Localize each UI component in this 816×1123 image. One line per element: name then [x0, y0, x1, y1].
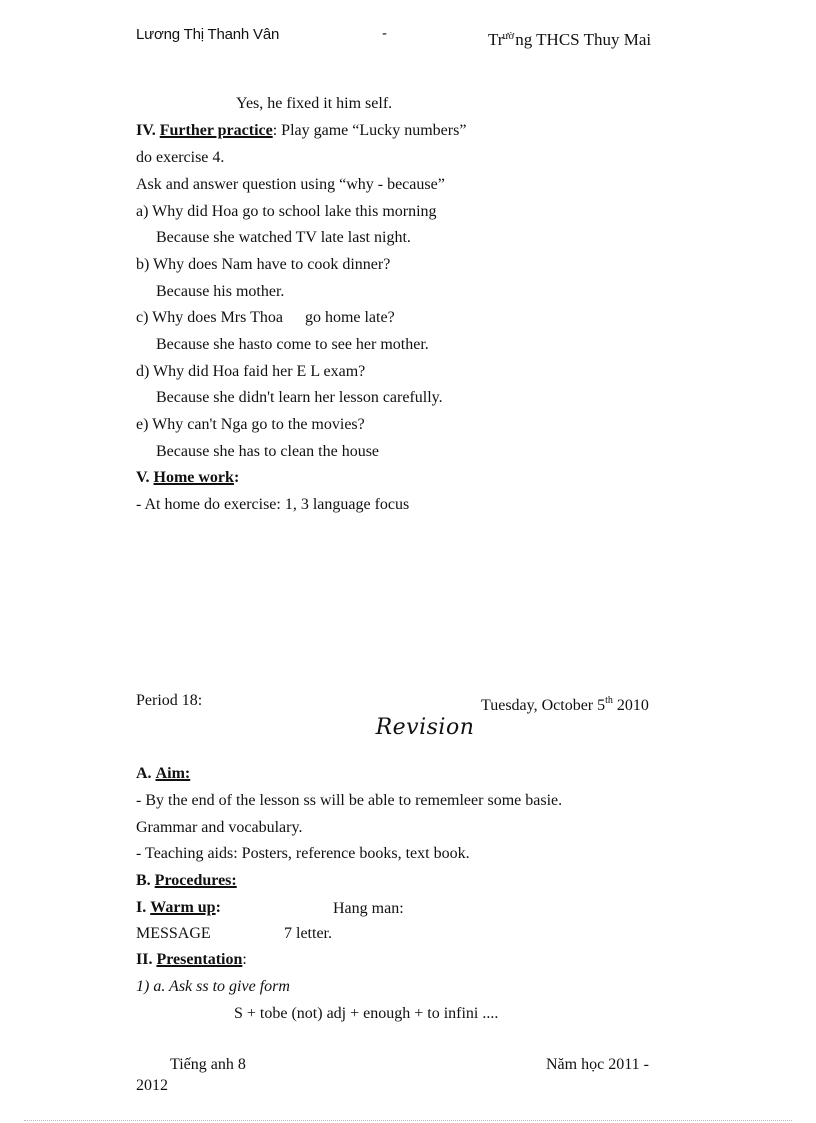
- hang-man-label: Hang man:: [333, 900, 404, 917]
- date-sup: th: [605, 695, 613, 706]
- further-practice-tail: : Play game “Lucky numbers”: [272, 122, 467, 139]
- date-year: 2010: [612, 697, 649, 714]
- header-author: Lương Thị Thanh Vân: [136, 26, 280, 43]
- section-a-heading: [136, 764, 190, 784]
- section-a-letter: A.: [136, 765, 152, 782]
- home-work-colon: :: [233, 469, 240, 486]
- question-c: [136, 308, 395, 328]
- section-ii-heading: [136, 950, 247, 970]
- period-label: Period 18:: [136, 692, 203, 709]
- footer-school-year: Năm học 2011 -: [546, 1056, 649, 1073]
- section-b-letter: B.: [136, 872, 151, 889]
- answer-line: Yes, he fixed it him self.: [236, 95, 393, 112]
- presentation-colon: :: [242, 951, 247, 968]
- section-ii-roman: II.: [136, 951, 153, 968]
- answer-b: Because his mother.: [156, 283, 285, 300]
- section-i-roman: I.: [136, 899, 147, 916]
- section-iv-heading: [136, 121, 466, 141]
- question-c-part2: go home late?: [304, 309, 395, 326]
- answer-e: Because she has to clean the house: [156, 443, 380, 460]
- warm-up-heading: Warm up: [150, 899, 216, 916]
- section-b-heading: [136, 871, 237, 891]
- grammar-formula: S + tobe (not) adj + enough + to infini ....: [234, 1005, 499, 1022]
- footer-subject: Tiếng anh 8: [170, 1056, 246, 1073]
- header-dash: -: [382, 25, 387, 42]
- header-school: [488, 26, 651, 50]
- lesson-title: Revision: [375, 715, 475, 740]
- homework-line: - At home do exercise: 1, 3 language focus: [136, 496, 410, 513]
- answer-d: Because she didn't learn her lesson carefully.: [156, 389, 443, 406]
- lesson-date: [481, 691, 649, 716]
- section-v-heading: [136, 468, 239, 488]
- further-practice-heading: Further practice: [159, 122, 273, 139]
- school-sup: ườ: [502, 30, 515, 42]
- aim-line-1: - By the end of the lesson ss will be able to rememleer some basie.: [136, 792, 563, 809]
- presentation-step: 1) a. Ask ss to give form: [136, 978, 290, 995]
- section-i-heading: [136, 898, 221, 918]
- question-a: a) Why did Hoa go to school lake this morning: [136, 203, 437, 220]
- school-prefix: Tr: [488, 30, 504, 49]
- question-d: d) Why did Hoa faid her E L exam?: [136, 363, 366, 380]
- procedures-heading: Procedures:: [154, 872, 237, 889]
- teaching-aids-line: - Teaching aids: Posters, reference books, text book.: [136, 845, 470, 862]
- aim-heading: Aim:: [155, 765, 191, 782]
- date-prefix: Tuesday, October 5: [481, 697, 606, 714]
- instruction-line: Ask and answer question using “why - because”: [136, 176, 445, 193]
- question-c-part1: c) Why does Mrs Thoa: [136, 309, 283, 326]
- question-b: b) Why does Nam have to cook dinner?: [136, 256, 391, 273]
- section-iv-roman: IV.: [136, 122, 156, 139]
- exercise-line: do exercise 4.: [136, 149, 225, 166]
- letter-count: 7 letter.: [284, 925, 332, 942]
- footer-year-end: 2012: [136, 1077, 168, 1094]
- section-v-roman: V.: [136, 469, 150, 486]
- answer-c: Because she hasto come to see her mother.: [156, 336, 429, 353]
- warm-up-colon: :: [215, 899, 221, 916]
- page-bottom-divider: [24, 1120, 792, 1121]
- question-e: e) Why can't Nga go to the movies?: [136, 416, 365, 433]
- school-rest: ng THCS Thuy Mai: [515, 30, 652, 49]
- aim-line-2: Grammar and vocabulary.: [136, 819, 303, 836]
- presentation-heading: Presentation: [156, 951, 243, 968]
- answer-a: Because she watched TV late last night.: [156, 229, 411, 246]
- home-work-heading: Home work: [153, 469, 234, 486]
- hang-man-word: MESSAGE: [136, 925, 211, 942]
